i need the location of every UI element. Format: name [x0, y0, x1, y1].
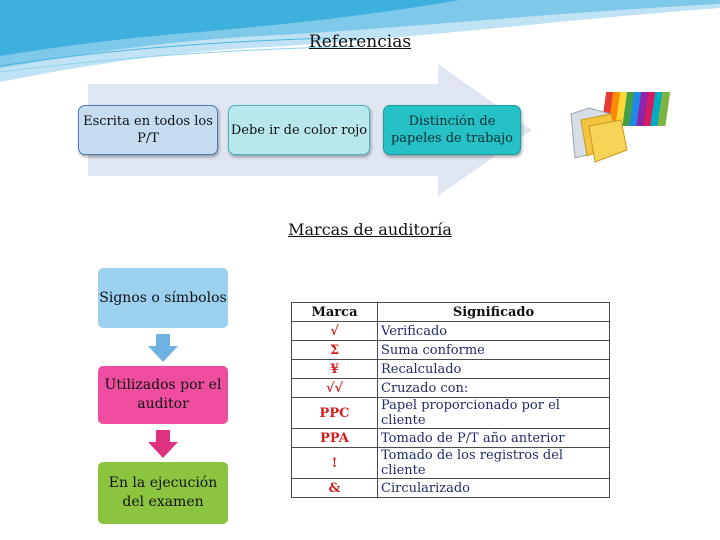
audit-marks-table	[291, 302, 610, 498]
reference-box-written	[78, 105, 218, 155]
table-row	[292, 448, 610, 479]
mark-cell: !	[292, 448, 378, 479]
sign-label: Signos o símbolos	[99, 289, 227, 306]
section-subtitle: Marcas de auditoría	[288, 220, 452, 239]
table-header-row	[292, 303, 610, 322]
table-row	[292, 360, 610, 379]
meaning-cell: Suma conforme	[378, 341, 610, 360]
reference-box-red-color	[228, 105, 370, 155]
column-header-meaning: Significado	[378, 303, 610, 322]
sign-box-auditor	[98, 366, 228, 424]
table-row	[292, 379, 610, 398]
page-title: Referencias	[308, 32, 412, 52]
reference-label: Escrita en todos los P/T	[83, 114, 213, 146]
sign-label: En la ejecución del examen	[108, 475, 218, 510]
down-arrow-icon	[148, 334, 178, 362]
reference-label: Debe ir de color rojo	[230, 122, 368, 138]
sign-label: Utilizados por el auditor	[104, 377, 222, 412]
mark-cell: Ʃ	[292, 341, 378, 360]
meaning-cell: Cruzado con:	[378, 379, 610, 398]
down-arrow-icon	[148, 430, 178, 458]
reference-box-distinction	[383, 105, 521, 155]
colored-folders-icon	[567, 86, 672, 168]
meaning-cell: Verificado	[378, 322, 610, 341]
meaning-cell: Tomado de P/T año anterior	[378, 429, 610, 448]
mark-cell: √	[292, 322, 378, 341]
meaning-cell: Papel proporcionado por el cliente	[378, 398, 610, 429]
meaning-cell: Circularizado	[378, 479, 610, 498]
meaning-cell: Recalculado	[378, 360, 610, 379]
mark-cell: ¥	[292, 360, 378, 379]
table-row	[292, 429, 610, 448]
mark-cell: PPC	[292, 398, 378, 429]
mark-cell: √√	[292, 379, 378, 398]
column-header-mark: Marca	[292, 303, 378, 322]
meaning-cell: Tomado de los registros del cliente	[378, 448, 610, 479]
reference-label: Distinción de papeles de trabajo	[390, 114, 513, 146]
mark-cell: PPA	[292, 429, 378, 448]
sign-box-symbols	[98, 268, 228, 328]
table-row	[292, 341, 610, 360]
sign-box-execution	[98, 462, 228, 524]
table-row	[292, 322, 610, 341]
table-row	[292, 398, 610, 429]
table-row	[292, 479, 610, 498]
mark-cell: &	[292, 479, 378, 498]
